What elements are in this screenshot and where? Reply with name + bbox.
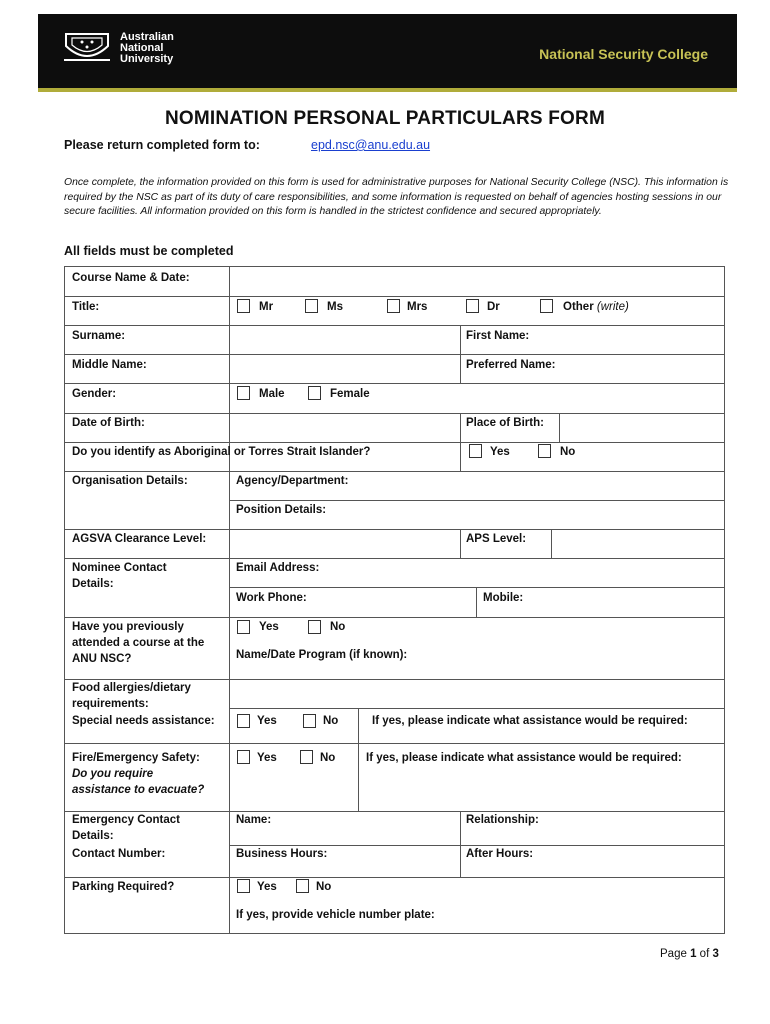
- gender-female-label: Female: [330, 388, 370, 400]
- page-title: NOMINATION PERSONAL PARTICULARS FORM: [165, 108, 605, 129]
- contact-number-label: Contact Number:: [72, 848, 166, 860]
- fire-yes-label: Yes: [257, 752, 277, 764]
- title-dr-checkbox[interactable]: [466, 299, 479, 313]
- agsva-field[interactable]: [230, 529, 459, 558]
- agsva-label: AGSVA Clearance Level:: [72, 533, 207, 545]
- dob-field[interactable]: [230, 413, 459, 442]
- program-label: Name/Date Program (if known):: [236, 649, 408, 661]
- fire-safety-label: Fire/Emergency Safety: Do you require assistance to evacuate?: [72, 752, 205, 796]
- special-needs-label: Special needs assistance:: [72, 715, 215, 727]
- fire-yes-checkbox[interactable]: [237, 750, 250, 764]
- parking-no-checkbox[interactable]: [296, 879, 309, 893]
- middle-name-field[interactable]: [230, 354, 459, 383]
- emergency-name-label: Name:: [236, 814, 272, 826]
- aboriginal-no-checkbox[interactable]: [538, 444, 551, 458]
- aps-label: APS Level:: [466, 533, 527, 545]
- parking-no-label: No: [316, 881, 332, 893]
- special-assist-note: If yes, please indicate what assistance would be required:: [372, 715, 688, 727]
- title-mr-label: Mr: [259, 301, 274, 313]
- parking-label: Parking Required?: [72, 881, 175, 893]
- title-ms-label: Ms: [327, 301, 343, 313]
- previous-yes-checkbox[interactable]: [237, 620, 250, 634]
- aps-field[interactable]: [552, 529, 724, 558]
- mobile-label: Mobile:: [483, 592, 524, 604]
- previous-no-checkbox[interactable]: [308, 620, 321, 634]
- all-fields-notice: All fields must be completed: [64, 244, 234, 258]
- title-mr-checkbox[interactable]: [237, 299, 250, 313]
- special-yes-label: Yes: [257, 715, 277, 727]
- parking-yes-label: Yes: [257, 881, 277, 893]
- gender-female-checkbox[interactable]: [308, 386, 321, 400]
- special-no-checkbox[interactable]: [303, 714, 316, 728]
- email-address-label: Email Address:: [236, 562, 320, 574]
- aboriginal-no-label: No: [560, 446, 576, 458]
- special-yes-checkbox[interactable]: [237, 714, 250, 728]
- title-dr-label: Dr: [487, 301, 500, 313]
- return-label: Please return completed form to:: [64, 138, 260, 152]
- relationship-label: Relationship:: [466, 814, 539, 826]
- college-name: National Security College: [539, 46, 708, 62]
- food-allergies-field[interactable]: [230, 679, 724, 708]
- fire-no-label: No: [320, 752, 336, 764]
- gender-male-checkbox[interactable]: [237, 386, 250, 400]
- fire-assist-note: If yes, please indicate what assistance would be required:: [366, 752, 682, 764]
- previous-course-label: Have you previously attended a course at the ANU NSC?: [72, 621, 205, 665]
- parking-yes-checkbox[interactable]: [237, 879, 250, 893]
- title-ms-checkbox[interactable]: [305, 299, 318, 313]
- surname-label: Surname:: [72, 330, 126, 342]
- middle-name-label: Middle Name:: [72, 359, 147, 371]
- pob-field[interactable]: [560, 413, 724, 442]
- pob-label: Place of Birth:: [466, 417, 544, 429]
- agency-label: Agency/Department:: [236, 475, 349, 487]
- fire-no-checkbox[interactable]: [300, 750, 313, 764]
- business-hours-label: Business Hours:: [236, 848, 328, 860]
- title-other-label: Other (write): [563, 301, 629, 313]
- nomination-form: [64, 266, 725, 934]
- emergency-contact-label: Emergency Contact Details:: [72, 814, 181, 842]
- header-accent-line: [38, 88, 737, 92]
- food-allergies-label: Food allergies/dietary requirements:: [72, 682, 191, 710]
- position-label: Position Details:: [236, 504, 327, 516]
- return-email-link[interactable]: epd.nsc@anu.edu.au: [311, 138, 431, 152]
- organisation-label: Organisation Details:: [72, 475, 188, 487]
- nominee-contact-label: Nominee Contact Details:: [72, 562, 167, 590]
- dob-label: Date of Birth:: [72, 417, 145, 429]
- gender-male-label: Male: [259, 388, 285, 400]
- surname-field[interactable]: [230, 325, 459, 354]
- number-plate-label: If yes, provide vehicle number plate:: [236, 909, 435, 921]
- work-phone-label: Work Phone:: [236, 592, 307, 604]
- gender-label: Gender:: [72, 388, 117, 400]
- aboriginal-label: Do you identify as Aboriginal or Torres Strait Islander?: [72, 446, 371, 458]
- special-no-label: No: [323, 715, 339, 727]
- logo-text: Australian National University: [120, 30, 174, 65]
- title-label: Title:: [72, 301, 100, 313]
- first-name-label: First Name:: [466, 330, 530, 342]
- previous-yes-label: Yes: [259, 621, 279, 633]
- anu-crest-icon: [62, 30, 112, 66]
- anu-logo: [62, 30, 174, 66]
- title-mrs-checkbox[interactable]: [387, 299, 400, 313]
- course-label: Course Name & Date:: [72, 272, 190, 284]
- course-field[interactable]: [230, 267, 724, 296]
- after-hours-label: After Hours:: [466, 848, 534, 860]
- preferred-name-label: Preferred Name:: [466, 359, 556, 371]
- title-mrs-label: Mrs: [407, 301, 428, 313]
- previous-no-label: No: [330, 621, 346, 633]
- aboriginal-yes-checkbox[interactable]: [469, 444, 482, 458]
- title-other-checkbox[interactable]: [540, 299, 553, 313]
- aboriginal-yes-label: Yes: [490, 446, 510, 458]
- intro-paragraph: Once complete, the information provided on this form is used for administrative purposes for National Security College (NSC). This information is required by the NSC as part of its duty of care responsibilities, and some information is requested on behalf of agencies hosting sessions in our secure facilities. All information provided on this form is handled in the strictest confidence and secured appropriately.: [64, 177, 729, 217]
- page-number: Page 1 of 3: [660, 948, 719, 960]
